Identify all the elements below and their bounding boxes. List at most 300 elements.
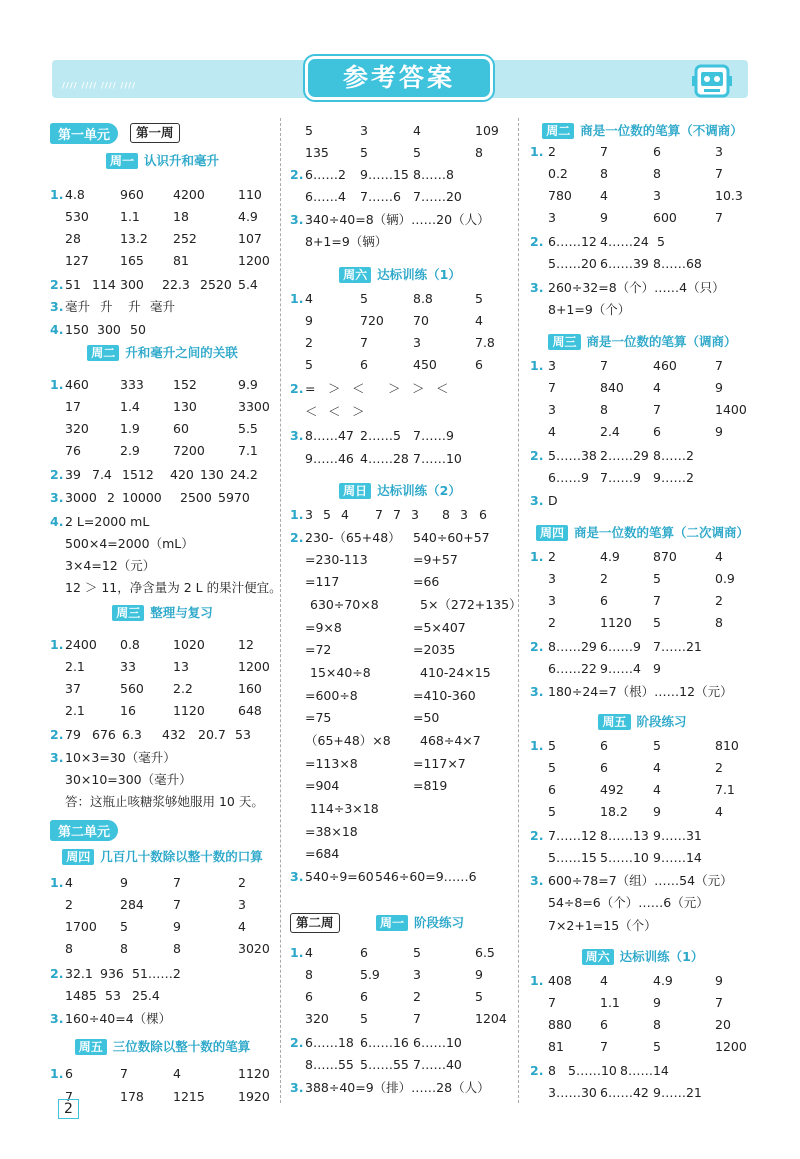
answer-row bbox=[530, 1060, 760, 1082]
answer-value: 7……20 bbox=[413, 189, 462, 204]
section-title bbox=[340, 910, 500, 936]
answer-row bbox=[530, 568, 760, 590]
answer-row bbox=[530, 299, 760, 321]
answer-value: 936 bbox=[100, 966, 124, 981]
answer-row bbox=[290, 685, 520, 707]
answer-value: 6 bbox=[65, 1066, 73, 1081]
answer-value: =819 bbox=[413, 778, 448, 793]
answer-row bbox=[530, 421, 760, 443]
answer-row bbox=[50, 747, 280, 769]
answer-value: 8……2 bbox=[653, 448, 694, 463]
answer-value: 7200 bbox=[173, 443, 205, 458]
answer-value: 6 bbox=[600, 1017, 608, 1032]
answer-value: 1020 bbox=[173, 637, 205, 652]
day-badge: 周三 bbox=[112, 605, 144, 621]
answer-value: 2 bbox=[413, 989, 421, 1004]
question-number: 3. bbox=[50, 490, 64, 505]
day-badge: 周六 bbox=[339, 267, 371, 283]
section-name: 商是一位数的笔算（不调商） bbox=[580, 123, 743, 138]
answer-value: 9 bbox=[715, 424, 723, 439]
robot-icon bbox=[690, 60, 734, 100]
answer-value: 1.1 bbox=[120, 209, 140, 224]
answer-value: 6 bbox=[653, 424, 661, 439]
answer-value: 648 bbox=[238, 703, 262, 718]
answer-value: 22.3 bbox=[162, 277, 190, 292]
answer-value: 780 bbox=[548, 188, 572, 203]
answer-row bbox=[50, 1063, 280, 1085]
answer-value: 3 bbox=[413, 967, 421, 982]
answer-row bbox=[50, 396, 280, 418]
answer-value: 3 bbox=[548, 571, 556, 586]
page-title: 参考答案 bbox=[305, 56, 493, 100]
answer-value: 2 bbox=[305, 335, 313, 350]
answer-value: 810 bbox=[715, 738, 739, 753]
answer-value: 17 bbox=[65, 399, 81, 414]
answer-value: 5 bbox=[475, 291, 483, 306]
answer-value: ＞ bbox=[328, 381, 341, 396]
answer-row bbox=[530, 992, 760, 1014]
answer-row bbox=[50, 1086, 280, 1108]
answer-value: 20 bbox=[715, 1017, 731, 1032]
answer-value: =117×7 bbox=[413, 756, 466, 771]
answer-value: 9 bbox=[653, 995, 661, 1010]
answer-value: 4 bbox=[715, 549, 723, 564]
answer-value: 5……10 bbox=[600, 850, 649, 865]
answer-value: 8 bbox=[475, 145, 483, 160]
answer-value: 9 bbox=[120, 875, 128, 890]
column-divider bbox=[280, 118, 281, 1103]
answer-value: 8 bbox=[442, 507, 450, 522]
answer-row bbox=[50, 274, 280, 296]
answer-row bbox=[530, 277, 760, 299]
answer-value: 5 bbox=[475, 989, 483, 1004]
answer-value: 2520 bbox=[200, 277, 232, 292]
answer-value: 7 bbox=[653, 402, 661, 417]
answer-value: 2 bbox=[715, 760, 723, 775]
answer-value: 388÷40=9（排）……28（人） bbox=[305, 1080, 490, 1095]
answer-value: 8 bbox=[173, 941, 181, 956]
answer-value: 1920 bbox=[238, 1089, 270, 1104]
question-number: 1. bbox=[50, 875, 64, 890]
answer-value: 6.3 bbox=[122, 727, 142, 742]
answer-value: ＞ bbox=[412, 381, 425, 396]
answer-value: 6.5 bbox=[475, 945, 495, 960]
day-badge: 周二 bbox=[87, 345, 119, 361]
answer-row bbox=[50, 228, 280, 250]
answer-value: 8 bbox=[120, 941, 128, 956]
question-number: 3. bbox=[290, 869, 304, 884]
answer-value: 410-24×15 bbox=[420, 665, 491, 680]
question-number: 2. bbox=[530, 448, 544, 463]
answer-value: ＜ bbox=[436, 381, 449, 396]
answer-value: 24.2 bbox=[230, 467, 258, 482]
answer-row bbox=[50, 487, 280, 509]
answer-row bbox=[290, 186, 520, 208]
answer-value: 130 bbox=[200, 467, 224, 482]
answer-value: 5 bbox=[305, 123, 313, 138]
answer-value: 39 bbox=[65, 467, 81, 482]
section-name: 三位数除以整十数的笔算 bbox=[112, 1039, 251, 1054]
answer-value: 8+1=9（个） bbox=[548, 302, 631, 317]
answer-value: 12 bbox=[238, 637, 254, 652]
answer-value: 4 bbox=[305, 291, 313, 306]
question-number: 2. bbox=[530, 639, 544, 654]
answer-value: 408 bbox=[548, 973, 572, 988]
answer-row bbox=[290, 775, 520, 797]
answer-row bbox=[50, 985, 280, 1007]
answer-value: 7 bbox=[653, 593, 661, 608]
answer-value: 50 bbox=[130, 322, 146, 337]
answer-value: 70 bbox=[413, 313, 429, 328]
answer-value: 420 bbox=[170, 467, 194, 482]
answer-value: 460 bbox=[65, 377, 89, 392]
answer-value: 2 bbox=[600, 571, 608, 586]
answer-row bbox=[530, 970, 760, 992]
answer-value: 7×2+1=15（个） bbox=[548, 918, 657, 933]
answer-value: 51 bbox=[65, 277, 81, 292]
answer-value: 5 bbox=[413, 145, 421, 160]
answer-value: 2 L=2000 mL bbox=[65, 514, 150, 529]
answer-row bbox=[290, 120, 520, 142]
answer-value: 7 bbox=[375, 507, 383, 522]
question-number: 3. bbox=[50, 299, 64, 314]
answer-value: 6……39 bbox=[600, 256, 649, 271]
answer-value: 0.8 bbox=[120, 637, 140, 652]
answer-value: 2.9 bbox=[120, 443, 140, 458]
answer-value: 2.1 bbox=[65, 703, 85, 718]
question-number: 1. bbox=[530, 144, 544, 159]
answer-value: 7……9 bbox=[413, 428, 454, 443]
answer-value: 13 bbox=[173, 659, 189, 674]
week-label: 第一周 bbox=[130, 123, 180, 143]
answer-value: 4 bbox=[413, 123, 421, 138]
answer-value: 4 bbox=[341, 507, 349, 522]
answer-row bbox=[530, 915, 760, 937]
answer-value: 7……40 bbox=[413, 1057, 462, 1072]
answer-value: 1700 bbox=[65, 919, 97, 934]
answer-value: 540÷9=60 bbox=[305, 869, 374, 884]
answer-value: 114÷3×18 bbox=[310, 801, 379, 816]
answer-value: 9 bbox=[715, 973, 723, 988]
unit-label: 第二单元 bbox=[50, 820, 118, 841]
answer-row bbox=[50, 250, 280, 272]
answer-value: 12 ＞ 11，净含量为 2 L 的果汁便宜。 bbox=[65, 580, 282, 595]
answer-value: 4200 bbox=[173, 187, 205, 202]
day-badge: 周四 bbox=[62, 849, 94, 865]
answer-value: 6 bbox=[305, 989, 313, 1004]
week-label: 第二周 bbox=[290, 913, 340, 933]
answer-value: 0.2 bbox=[548, 166, 568, 181]
answer-value: 109 bbox=[475, 123, 499, 138]
answer-value: 600 bbox=[653, 210, 677, 225]
answer-row bbox=[530, 546, 760, 568]
question-number: 2. bbox=[290, 1035, 304, 1050]
answer-row bbox=[290, 164, 520, 186]
question-number: 1. bbox=[50, 1066, 64, 1081]
answer-value: 4.9 bbox=[238, 209, 258, 224]
answer-row bbox=[50, 319, 280, 341]
answer-value: 7 bbox=[600, 1039, 608, 1054]
answer-value: 5 bbox=[413, 945, 421, 960]
answer-value: 3 bbox=[238, 897, 246, 912]
answer-row bbox=[290, 753, 520, 775]
answer-value: 8……13 bbox=[600, 828, 649, 843]
answer-value: 9……14 bbox=[653, 850, 702, 865]
answer-value: 3 bbox=[460, 507, 468, 522]
answer-value: 432 bbox=[162, 727, 186, 742]
answer-value: 53 bbox=[235, 727, 251, 742]
day-badge: 周一 bbox=[376, 915, 408, 931]
answer-value: 492 bbox=[600, 782, 624, 797]
answer-value: D bbox=[548, 493, 558, 508]
answer-value: 4……24 bbox=[600, 234, 649, 249]
answer-value: 5×（272+135） bbox=[420, 597, 522, 612]
answer-row bbox=[530, 1082, 760, 1104]
answer-value: 1200 bbox=[238, 253, 270, 268]
answer-value: 4 bbox=[173, 1066, 181, 1081]
answer-value: 1400 bbox=[715, 402, 747, 417]
answer-value: 1200 bbox=[238, 659, 270, 674]
answer-value: 3 bbox=[305, 507, 313, 522]
answer-value: 8……14 bbox=[620, 1063, 669, 1078]
answer-value: 5……20 bbox=[548, 256, 597, 271]
answer-value: 252 bbox=[173, 231, 197, 246]
answer-row bbox=[530, 399, 760, 421]
answer-value: =230-113 bbox=[305, 552, 368, 567]
answer-value: 2.1 bbox=[65, 659, 85, 674]
answer-row bbox=[290, 209, 520, 231]
answer-value: 答：这瓶止咳糖浆够她服用 10 天。 bbox=[65, 794, 264, 809]
answer-row bbox=[530, 467, 760, 489]
question-number: 4. bbox=[50, 322, 64, 337]
answer-value: 6……4 bbox=[305, 189, 346, 204]
answer-row bbox=[50, 872, 280, 894]
answer-row bbox=[530, 445, 760, 467]
question-number: 1. bbox=[530, 973, 544, 988]
answer-value: 5……38 bbox=[548, 448, 597, 463]
answer-row bbox=[530, 163, 760, 185]
answer-value: 9……21 bbox=[653, 1085, 702, 1100]
answer-value: 8……8 bbox=[413, 167, 454, 182]
answer-value: 130 bbox=[173, 399, 197, 414]
answer-row bbox=[50, 418, 280, 440]
answer-value: 16 bbox=[120, 703, 136, 718]
answer-value: 4 bbox=[653, 760, 661, 775]
answer-value: 2500 bbox=[180, 490, 212, 505]
answer-row bbox=[530, 801, 760, 823]
answer-value: 81 bbox=[173, 253, 189, 268]
answer-value: 560 bbox=[120, 681, 144, 696]
section-name: 阶段练习 bbox=[636, 714, 687, 729]
answer-row bbox=[530, 253, 760, 275]
answer-value: 6……9 bbox=[548, 470, 589, 485]
answer-value: 7 bbox=[65, 1089, 73, 1104]
answer-value: 4.9 bbox=[653, 973, 673, 988]
answer-value: 3 bbox=[411, 507, 419, 522]
answer-value: 8 bbox=[715, 615, 723, 630]
answer-row bbox=[290, 310, 520, 332]
answer-value: 13.2 bbox=[120, 231, 148, 246]
answer-value: 9 bbox=[173, 919, 181, 934]
answer-row bbox=[530, 185, 760, 207]
answer-value: 6 bbox=[360, 357, 368, 372]
answer-value: 110 bbox=[238, 187, 262, 202]
answer-value: =75 bbox=[305, 710, 332, 725]
answer-value: 5 bbox=[360, 145, 368, 160]
answer-value: 8+1=9（辆） bbox=[305, 234, 388, 249]
answer-value: 3300 bbox=[238, 399, 270, 414]
answer-value: 5 bbox=[548, 804, 556, 819]
answer-value: 6 bbox=[600, 593, 608, 608]
answer-value: 530 bbox=[65, 209, 89, 224]
answer-row bbox=[290, 425, 520, 447]
answer-value: 60 bbox=[173, 421, 189, 436]
answer-row bbox=[530, 355, 760, 377]
answer-value: 333 bbox=[120, 377, 144, 392]
answer-value: 3 bbox=[548, 358, 556, 373]
answer-row bbox=[50, 440, 280, 462]
answer-value: 8 bbox=[548, 1063, 556, 1078]
answer-value: 5……10 bbox=[568, 1063, 617, 1078]
question-number: 3. bbox=[530, 873, 544, 888]
answer-value: 18.2 bbox=[600, 804, 628, 819]
answer-row bbox=[530, 870, 760, 892]
section-title bbox=[290, 478, 510, 504]
answer-value: 4 bbox=[475, 313, 483, 328]
answer-row bbox=[50, 464, 280, 486]
answer-value: 10×3=30（毫升） bbox=[65, 750, 176, 765]
question-number: 1. bbox=[530, 738, 544, 753]
answer-row bbox=[290, 142, 520, 164]
answer-value: 6 bbox=[548, 782, 556, 797]
answer-value: 135 bbox=[305, 145, 329, 160]
answer-value: 676 bbox=[92, 727, 116, 742]
answer-value: 9……31 bbox=[653, 828, 702, 843]
answer-row bbox=[290, 332, 520, 354]
answer-value: 7 bbox=[548, 380, 556, 395]
answer-value: 4 bbox=[305, 945, 313, 960]
section-name: 达标训练（2） bbox=[377, 483, 461, 498]
answer-value: 340÷40=8（辆）……20（人） bbox=[305, 212, 490, 227]
section-title bbox=[530, 329, 755, 355]
answer-value: 5 bbox=[653, 1039, 661, 1054]
answer-value: 4.9 bbox=[600, 549, 620, 564]
answer-value: 3 bbox=[548, 402, 556, 417]
answer-value: 6……16 bbox=[360, 1035, 409, 1050]
section-title bbox=[530, 944, 755, 970]
answer-row bbox=[530, 636, 760, 658]
question-number: 1. bbox=[530, 549, 544, 564]
answer-value: 32.1 bbox=[65, 966, 93, 981]
answer-value: 6……2 bbox=[305, 167, 346, 182]
answer-value: 3 bbox=[548, 210, 556, 225]
answer-row bbox=[290, 571, 520, 593]
answer-row bbox=[290, 986, 520, 1008]
answer-value: ＞ bbox=[388, 381, 401, 396]
answer-value: 2400 bbox=[65, 637, 97, 652]
answer-value: =9+57 bbox=[413, 552, 458, 567]
answer-row bbox=[290, 730, 520, 752]
answer-value: ＜ bbox=[328, 404, 341, 419]
answer-value: 3 bbox=[413, 335, 421, 350]
section-name: 商是一位数的笔算（二次调商） bbox=[574, 525, 750, 540]
answer-value: 9……2 bbox=[653, 470, 694, 485]
answer-value: 1120 bbox=[600, 615, 632, 630]
answer-value: 7 bbox=[120, 1066, 128, 1081]
answer-value: 5 bbox=[305, 357, 313, 372]
answer-value: 8 bbox=[600, 402, 608, 417]
section-name: 达标训练（1） bbox=[619, 949, 704, 964]
answer-value: 30×10=300（毫升） bbox=[65, 772, 192, 787]
week-2-header bbox=[290, 910, 510, 938]
day-badge: 周二 bbox=[542, 123, 574, 139]
answer-value: 1.4 bbox=[120, 399, 140, 414]
answer-value: 51……2 bbox=[132, 966, 181, 981]
answer-value: =66 bbox=[413, 574, 440, 589]
answer-value: =904 bbox=[305, 778, 340, 793]
section-name: 整理与复习 bbox=[150, 605, 213, 620]
answer-value: 1204 bbox=[475, 1011, 507, 1026]
answer-row bbox=[290, 1008, 520, 1030]
answer-value: 6……42 bbox=[600, 1085, 649, 1100]
answer-value: 8……47 bbox=[305, 428, 354, 443]
answer-row bbox=[50, 374, 280, 396]
answer-value: 3 bbox=[715, 144, 723, 159]
answer-value: 7 bbox=[715, 358, 723, 373]
answer-value: 7……9 bbox=[600, 470, 641, 485]
answer-row bbox=[530, 207, 760, 229]
answer-value: 8……55 bbox=[305, 1057, 354, 1072]
answer-row bbox=[290, 639, 520, 661]
answer-value: 5 bbox=[120, 919, 128, 934]
answer-value: 7……10 bbox=[413, 451, 462, 466]
answer-value: 5 bbox=[360, 291, 368, 306]
answer-value: 升 bbox=[100, 299, 113, 314]
answer-value: =38×18 bbox=[305, 824, 358, 839]
answer-row bbox=[290, 527, 520, 549]
answer-value: 9……15 bbox=[360, 167, 409, 182]
answer-row bbox=[290, 1077, 520, 1099]
section-title bbox=[530, 709, 755, 735]
question-number: 2. bbox=[50, 277, 64, 292]
question-number: 3. bbox=[290, 428, 304, 443]
unit-label: 第一单元 bbox=[50, 123, 118, 144]
answer-row bbox=[290, 401, 520, 423]
answer-value: 7 bbox=[173, 875, 181, 890]
answer-row bbox=[50, 533, 280, 555]
answer-value: 9 bbox=[715, 380, 723, 395]
answer-value: 320 bbox=[65, 421, 89, 436]
answer-value: 9……46 bbox=[305, 451, 354, 466]
answer-value: 81 bbox=[548, 1039, 564, 1054]
answer-value: ＞ bbox=[352, 404, 365, 419]
question-number: 3. bbox=[50, 750, 64, 765]
answer-value: =5×407 bbox=[413, 620, 466, 635]
answer-value: 450 bbox=[413, 357, 437, 372]
answer-value: 300 bbox=[120, 277, 144, 292]
question-number: 1. bbox=[290, 945, 304, 960]
answer-value: 300 bbox=[97, 322, 121, 337]
answer-row bbox=[50, 555, 280, 577]
answer-value: 2 bbox=[548, 144, 556, 159]
answer-value: 7.4 bbox=[92, 467, 112, 482]
answer-row bbox=[290, 617, 520, 639]
answer-row bbox=[530, 141, 760, 163]
answer-value: 4 bbox=[653, 782, 661, 797]
day-badge: 周四 bbox=[536, 525, 568, 541]
answer-value: 546÷60=9……6 bbox=[375, 869, 477, 884]
answer-value: 4.8 bbox=[65, 187, 85, 202]
